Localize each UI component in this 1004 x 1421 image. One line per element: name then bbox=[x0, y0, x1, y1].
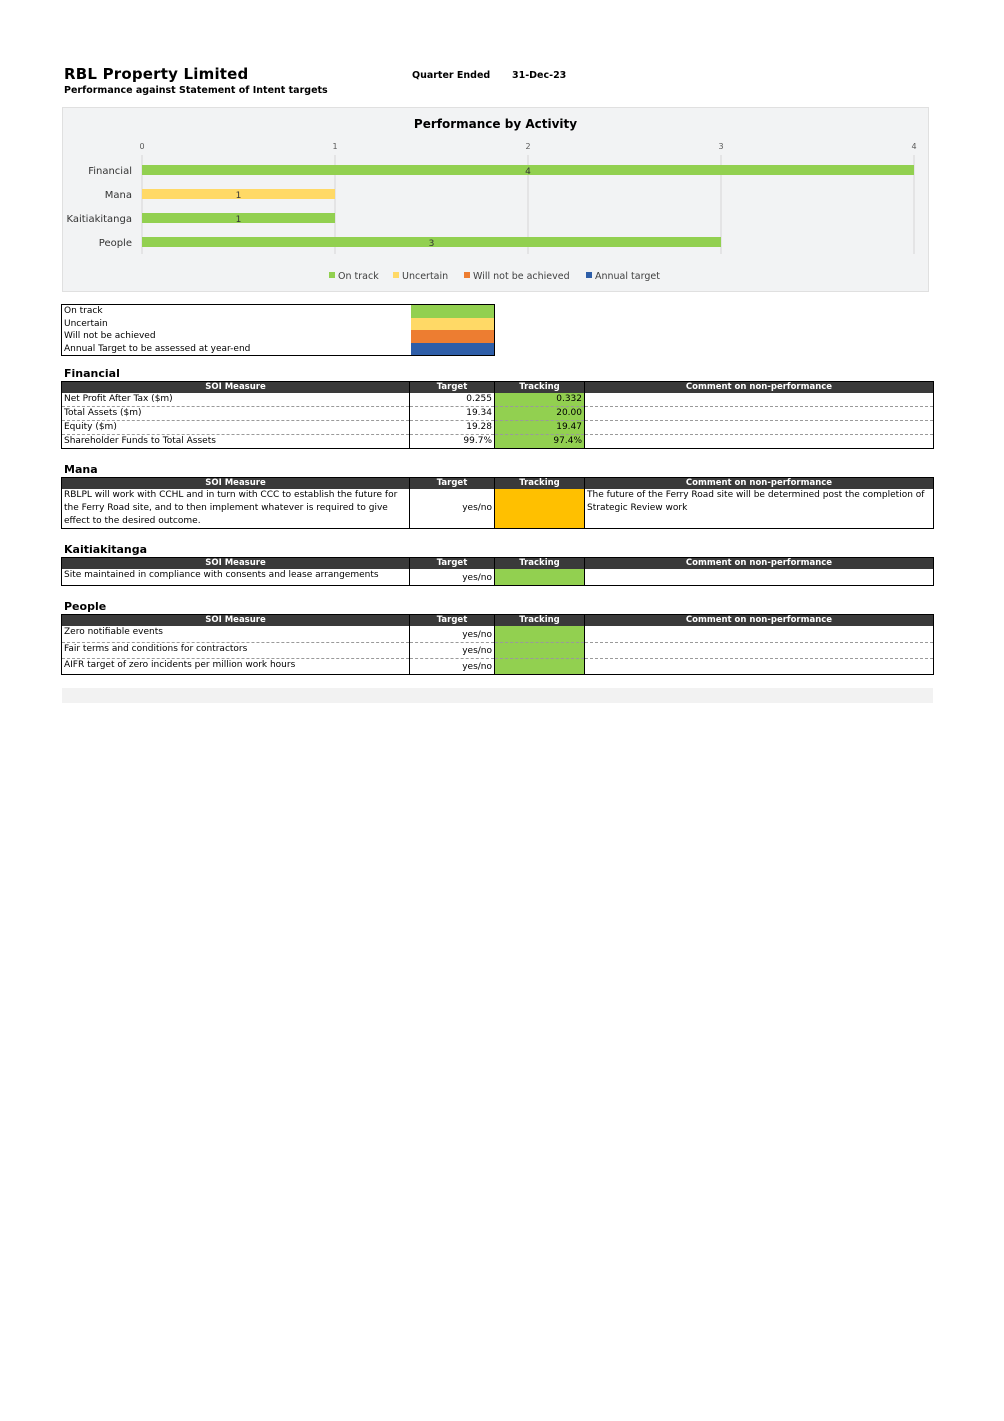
col-header-measure: SOI Measure bbox=[62, 382, 410, 394]
comment-cell bbox=[585, 642, 934, 658]
legend-label: On track bbox=[338, 271, 379, 282]
measure-cell: Fair terms and conditions for contractors bbox=[62, 642, 410, 658]
legend-key-row bbox=[62, 343, 494, 356]
section-title-mana: Mana bbox=[64, 463, 98, 476]
bar-data-label: 1 bbox=[235, 215, 242, 225]
col-header-comment: Comment on non-performance bbox=[585, 615, 934, 627]
col-header-measure: SOI Measure bbox=[62, 558, 410, 570]
category-label: People bbox=[98, 238, 132, 249]
table-row bbox=[62, 626, 934, 642]
tracking-cell bbox=[495, 642, 585, 658]
comment-cell bbox=[585, 658, 934, 674]
will-not-be-achieved-swatch bbox=[411, 330, 494, 343]
measure-cell: Net Profit After Tax ($m) bbox=[62, 393, 410, 407]
col-header-tracking: Tracking bbox=[495, 478, 585, 490]
target-cell: yes/no bbox=[410, 658, 495, 674]
chart-title: Performance by Activity bbox=[413, 117, 578, 131]
legend-swatch bbox=[329, 272, 335, 278]
table-row bbox=[62, 435, 934, 449]
category-label: Kaitiakitanga bbox=[66, 214, 132, 225]
financial-table bbox=[61, 381, 934, 449]
col-header-tracking: Tracking bbox=[495, 382, 585, 394]
comment-cell bbox=[585, 435, 934, 449]
people-table bbox=[61, 614, 934, 675]
col-header-comment: Comment on non-performance bbox=[585, 382, 934, 394]
col-header-comment: Comment on non-performance bbox=[585, 558, 934, 570]
col-header-target: Target bbox=[410, 558, 495, 570]
col-header-tracking: Tracking bbox=[495, 615, 585, 627]
target-cell: yes/no bbox=[410, 569, 495, 585]
legend-label: Will not be achieved bbox=[473, 271, 570, 282]
section-title-people: People bbox=[64, 600, 107, 613]
table-row bbox=[62, 407, 934, 421]
table-row bbox=[62, 421, 934, 435]
target-cell: yes/no bbox=[410, 489, 495, 529]
legend-label: Uncertain bbox=[402, 271, 449, 282]
x-tick-label: 3 bbox=[718, 142, 724, 151]
annual-target-swatch bbox=[411, 343, 494, 356]
comment-cell bbox=[585, 569, 934, 585]
target-cell: 0.255 bbox=[410, 393, 495, 407]
chart-svg bbox=[63, 108, 928, 291]
table-row bbox=[62, 642, 934, 658]
bar-data-label: 3 bbox=[428, 239, 435, 249]
legend-key-row bbox=[62, 305, 494, 318]
category-label: Mana bbox=[104, 190, 132, 201]
kaitiakitanga-table bbox=[61, 557, 934, 586]
comment-cell bbox=[585, 421, 934, 435]
performance-chart bbox=[62, 107, 929, 292]
quarter-ended-value: 31-Dec-23 bbox=[512, 70, 567, 81]
x-tick-label: 1 bbox=[332, 142, 338, 151]
table-row bbox=[62, 658, 934, 674]
tracking-cell: 0.332 bbox=[495, 393, 585, 407]
section-title-financial: Financial bbox=[64, 367, 120, 380]
legend-key-label: On track bbox=[64, 306, 103, 316]
table-header-row bbox=[62, 382, 934, 394]
col-header-target: Target bbox=[410, 615, 495, 627]
legend-swatch bbox=[393, 272, 399, 278]
measure-cell: Equity ($m) bbox=[62, 421, 410, 435]
mana-table bbox=[61, 477, 934, 529]
uncertain-swatch bbox=[411, 318, 494, 331]
tracking-cell: 20.00 bbox=[495, 407, 585, 421]
col-header-comment: Comment on non-performance bbox=[585, 478, 934, 490]
tracking-cell bbox=[495, 489, 585, 529]
comment-cell bbox=[585, 393, 934, 407]
legend-swatch bbox=[586, 272, 592, 278]
tracking-cell: 97.4% bbox=[495, 435, 585, 449]
measure-cell: Shareholder Funds to Total Assets bbox=[64, 436, 216, 446]
tracking-cell bbox=[495, 569, 585, 585]
measure-cell: RBLPL will work with CCHL and in turn with CCC to establish the future for the Ferry Road site, and to then implement whatever is required to give effect to the desired outcome. bbox=[64, 490, 398, 526]
comment-cell bbox=[585, 407, 934, 421]
category-label: Financial bbox=[88, 166, 132, 177]
report-subtitle: Performance against Statement of Intent targets bbox=[64, 85, 328, 96]
target-cell: 19.34 bbox=[410, 407, 495, 421]
tracking-cell bbox=[495, 658, 585, 674]
col-header-tracking: Tracking bbox=[495, 558, 585, 570]
measure-cell: Zero notifiable events bbox=[62, 626, 410, 642]
target-cell: 99.7% bbox=[410, 435, 495, 449]
target-cell: yes/no bbox=[410, 642, 495, 658]
table-header-row bbox=[62, 615, 934, 627]
legend-key-label: Annual Target to be assessed at year-end bbox=[64, 343, 251, 354]
comment-cell: The future of the Ferry Road site will be determined post the completion of Strategic Review work bbox=[585, 489, 934, 529]
table-row bbox=[62, 489, 934, 529]
legend-key-row bbox=[62, 318, 494, 331]
legend-key-label: Uncertain bbox=[64, 318, 108, 329]
target-cell: 19.28 bbox=[410, 421, 495, 435]
on-track-swatch bbox=[411, 305, 494, 318]
col-header-measure: SOI Measure bbox=[62, 478, 410, 490]
x-tick-label: 0 bbox=[139, 142, 145, 151]
legend-label: Annual target bbox=[595, 271, 660, 282]
section-title-kaitiakitanga: Kaitiakitanga bbox=[64, 543, 148, 556]
measure-cell: Site maintained in compliance with consents and lease arrangements bbox=[64, 570, 379, 580]
comment-cell bbox=[585, 626, 934, 642]
bar-data-label: 4 bbox=[525, 167, 531, 177]
company-name: RBL Property Limited bbox=[64, 65, 249, 83]
quarter-ended-label: Quarter Ended bbox=[412, 70, 491, 81]
tracking-cell bbox=[495, 626, 585, 642]
tracking-cell: 19.47 bbox=[495, 421, 585, 435]
measure-cell: AIFR target of zero incidents per million work hours bbox=[64, 659, 296, 670]
x-tick-label: 2 bbox=[525, 142, 531, 151]
measure-cell: Total Assets ($m) bbox=[62, 407, 410, 421]
col-header-target: Target bbox=[410, 478, 495, 490]
legend-key-label: Will not be achieved bbox=[64, 331, 156, 341]
col-header-target: Target bbox=[410, 382, 495, 394]
legend-swatch bbox=[464, 272, 470, 278]
target-cell: yes/no bbox=[410, 626, 495, 642]
x-tick-label: 4 bbox=[911, 142, 917, 151]
col-header-measure: SOI Measure bbox=[62, 615, 410, 627]
table-header-row bbox=[62, 558, 934, 570]
bar-data-label: 1 bbox=[235, 191, 242, 201]
table-row bbox=[62, 393, 934, 407]
table-row bbox=[62, 569, 934, 585]
table-header-row bbox=[62, 478, 934, 490]
status-legend-key bbox=[61, 304, 495, 356]
footer-band bbox=[62, 688, 933, 703]
legend-key-row bbox=[62, 330, 494, 343]
